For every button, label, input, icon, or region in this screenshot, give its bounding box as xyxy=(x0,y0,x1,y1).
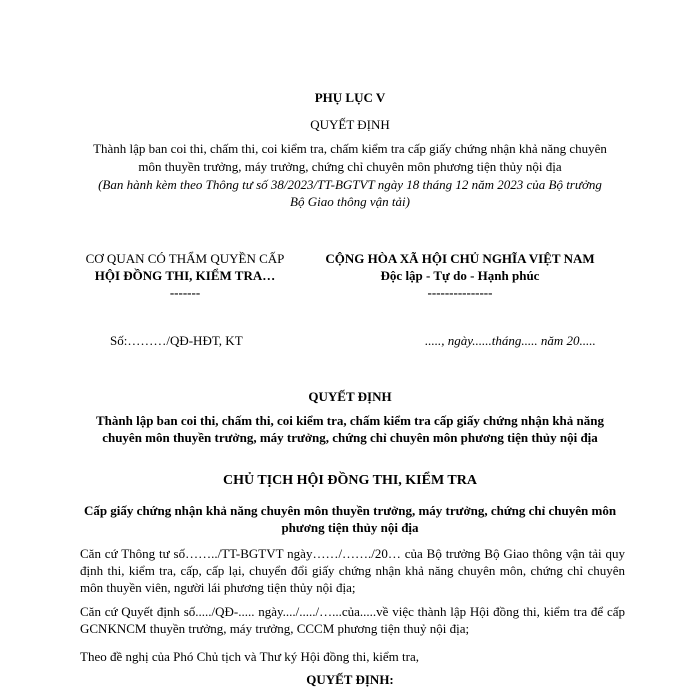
national-header xyxy=(300,250,620,301)
appendix-decision-title: QUYẾT ĐỊNH xyxy=(310,117,390,132)
legal-basis-paragraph: Căn cứ Thông tư số……../TT-BGTVT ngày……/……./20… của Bộ trưởng Bộ Giao thông vận tải quy định thi, kiểm tra, cấp, cấp lại, chuyển đổi giấy chứng nhận khả năng chuyên môn, chứng chỉ chuyên môn thuyền viên, người lái phương tiện thủy nội địa; xyxy=(80,546,625,595)
issuer-subject: Cấp giấy chứng nhận khả năng chuyên môn thuyền trưởng, máy trưởng, chứng chỉ chuyên môn phương tiện thủy nội địa xyxy=(83,503,617,535)
legal-basis-paragraph: Căn cứ Quyết định số...../QĐ-..... ngày..../...../…...của.....về việc thành lập Hội đồng thi, kiểm tra để cấp GCNKNCM thuyền trưởng, máy trưởng, CCCM phương tiện thuỷ nội địa; xyxy=(80,604,625,636)
decision-heading: QUYẾT ĐỊNH: xyxy=(306,672,394,687)
agency-name: CƠ QUAN CÓ THẨM QUYỀN CẤP xyxy=(85,251,285,266)
nation-name: CỘNG HÒA XÃ HỘI CHỦ NGHĨA VIỆT NAM xyxy=(325,251,595,266)
council-name: HỘI ĐỒNG THI, KIỂM TRA… xyxy=(94,268,276,283)
left-header-rule: ------- xyxy=(169,285,201,300)
decision-subject: Thành lập ban coi thi, chấm thi, coi kiểm tra, chấm kiểm tra cấp giấy chứng nhận khả năng chuyên môn thuyền trưởng, máy trưởng, chứng chỉ chuyên môn phương tiện thủy nội địa xyxy=(95,413,604,445)
chairman-title: CHỦ TỊCH HỘI ĐỒNG THI, KIỂM TRA xyxy=(223,473,477,488)
appendix-description: Thành lập ban coi thi, chấm thi, coi kiểm tra, chấm kiểm tra cấp giấy chứng nhận khả năng chuyên môn thuyền trưởng, máy trưởng, chứng chỉ chuyên môn phương tiện thủy nội địa xyxy=(93,141,607,174)
appendix-note: (Ban hành kèm theo Thông tư số 38/2023/TT-BGTVT ngày 18 tháng 12 năm 2023 của Bộ trưởng Bộ Giao thông vận tải) xyxy=(98,177,602,209)
right-header-rule: --------------- xyxy=(427,285,493,300)
document-date: ....., ngày......tháng..... năm 20..... xyxy=(425,333,596,348)
issuing-agency-header xyxy=(70,250,300,301)
document-number: Số:………/QĐ-HĐT, KT xyxy=(110,333,243,348)
appendix-label: PHỤ LỤC V xyxy=(314,90,386,105)
proposal-paragraph: Theo đề nghị của Phó Chủ tịch và Thư ký Hội đồng thi, kiểm tra, xyxy=(80,649,419,664)
national-motto: Độc lập - Tự do - Hạnh phúc xyxy=(380,268,540,283)
decision-title: QUYẾT ĐỊNH xyxy=(308,389,392,404)
